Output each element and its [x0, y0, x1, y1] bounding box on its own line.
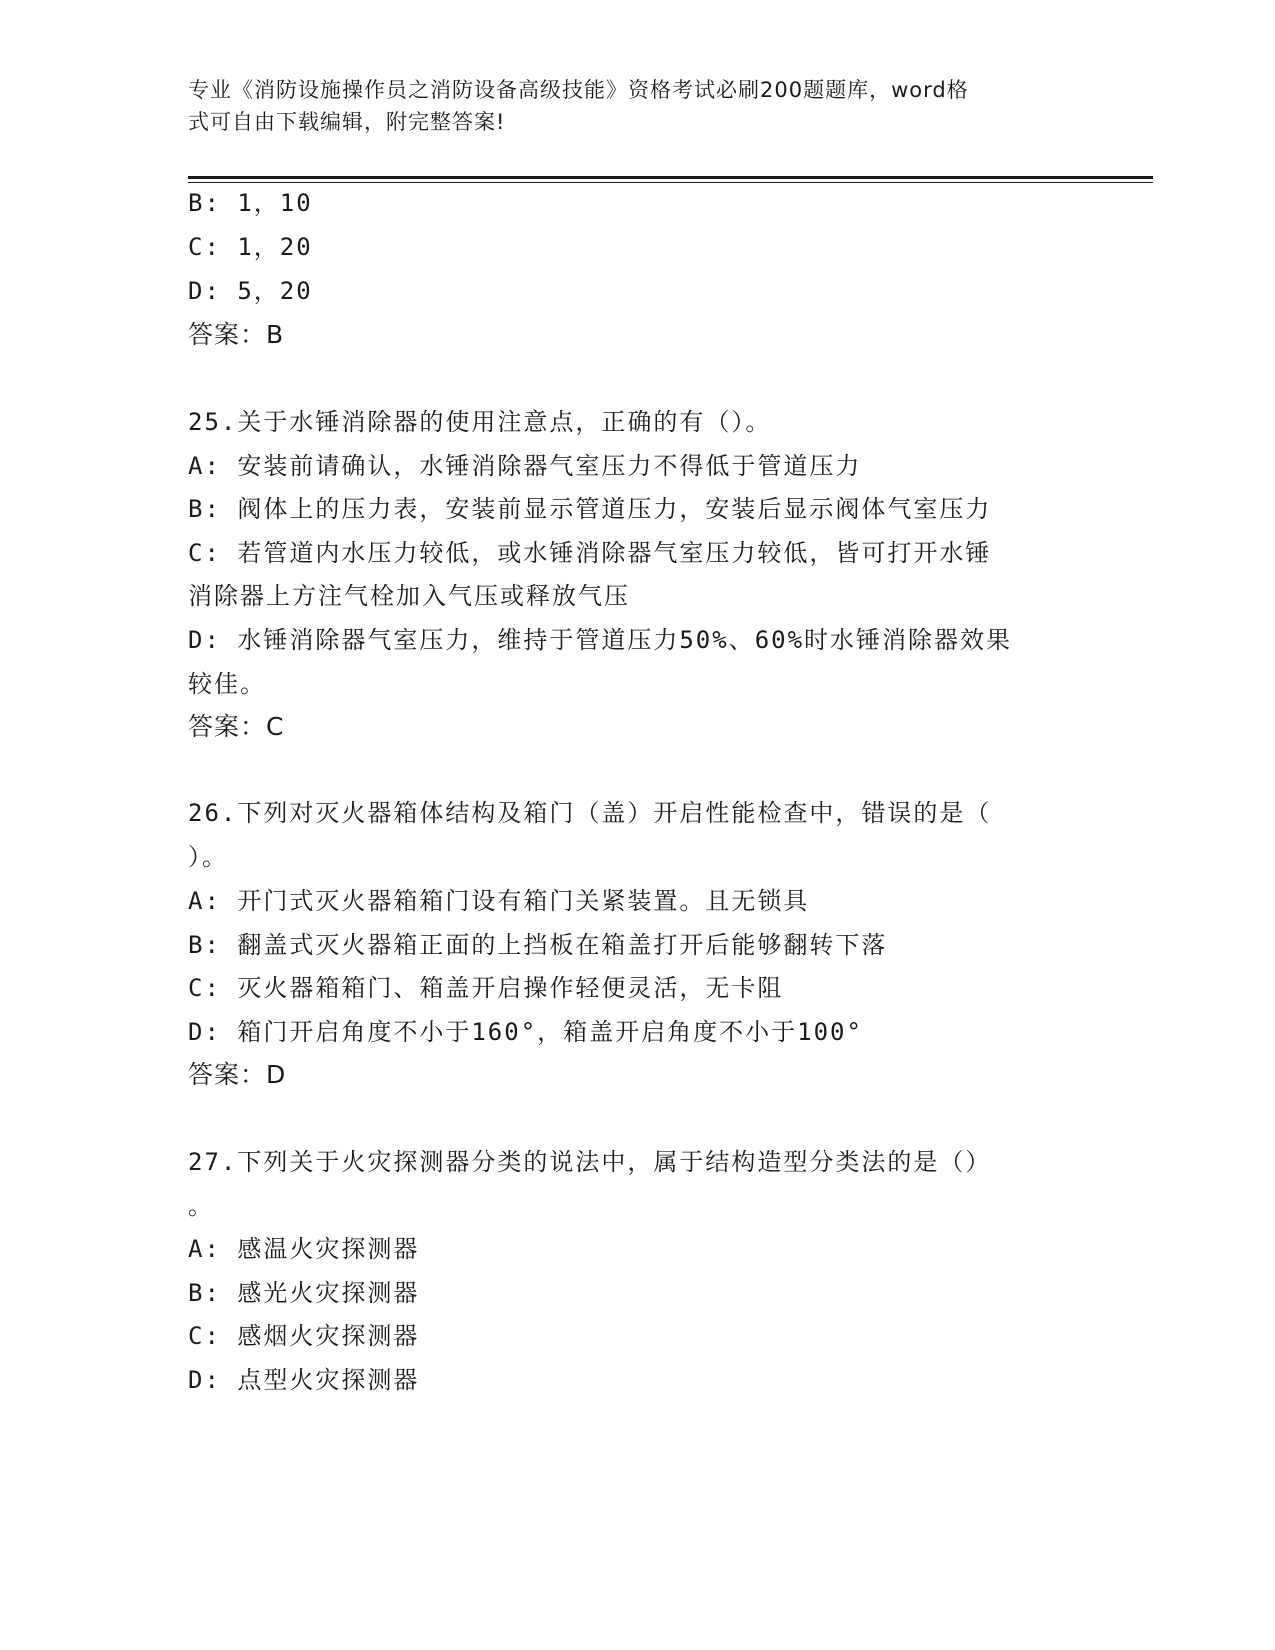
q27-option-b: B: 感光火灾探测器 [188, 1279, 420, 1307]
q25-answer: 答案：C [188, 712, 285, 741]
q27-stem-line-1: 27.下列关于火灾探测器分类的说法中，属于结构造型分类法的是（） [188, 1148, 992, 1176]
q27-stem-line-2: 。 [188, 1192, 214, 1220]
q25-option-c-line-1: C: 若管道内水压力较低，或水锤消除器气室压力较低，皆可打开水锤 [188, 539, 992, 567]
prev-answer: 答案：B [188, 320, 285, 349]
header-divider-thin [188, 182, 1153, 183]
q27-option-a: A: 感温火灾探测器 [188, 1235, 420, 1263]
header-divider-thick [188, 176, 1153, 179]
q25-option-a: A: 安装前请确认，水锤消除器气室压力不得低于管道压力 [188, 452, 862, 480]
prev-option-c: C: 1，20 [188, 233, 313, 261]
prev-option-b: B: 1，10 [188, 189, 313, 217]
q26-answer: 答案：D [188, 1060, 287, 1089]
q25-option-c-line-2: 消除器上方注气栓加入气压或释放气压 [188, 582, 630, 610]
q25-option-b: B: 阀体上的压力表，安装前显示管道压力，安装后显示阀体气室压力 [188, 495, 992, 523]
q26-option-c: C: 灭火器箱箱门、箱盖开启操作轻便灵活，无卡阻 [188, 974, 784, 1002]
q25-option-d-line-2: 较佳。 [188, 670, 266, 698]
document-header [188, 74, 1068, 138]
header-title-line-2: 式可自由下载编辑，附完整答案! [188, 110, 506, 134]
q25-stem: 25.关于水锤消除器的使用注意点，正确的有（）。 [188, 408, 772, 436]
q27-option-c: C: 感烟火灾探测器 [188, 1322, 420, 1350]
q25-option-d-line-1: D: 水锤消除器气室压力，维持于管道压力50%、60%时水锤消除器效果 [188, 626, 1013, 654]
q26-stem-line-1: 26.下列对灭火器箱体结构及箱门（盖）开启性能检查中，错误的是（ [188, 799, 992, 827]
header-title-line-1: 专业《消防设施操作员之消防设备高级技能》资格考试必刷200题题库，word格 [188, 78, 969, 102]
q27-option-d: D: 点型火灾探测器 [188, 1366, 420, 1394]
q26-option-a: A: 开门式灭火器箱箱门设有箱门关紧装置。且无锁具 [188, 887, 810, 915]
prev-option-d: D: 5，20 [188, 277, 313, 305]
q26-option-b: B: 翻盖式灭火器箱正面的上挡板在箱盖打开后能够翻转下落 [188, 931, 888, 959]
q26-stem-line-2: ）。 [188, 843, 228, 871]
q26-option-d: D: 箱门开启角度不小于160°，箱盖开启角度不小于100° [188, 1018, 863, 1046]
